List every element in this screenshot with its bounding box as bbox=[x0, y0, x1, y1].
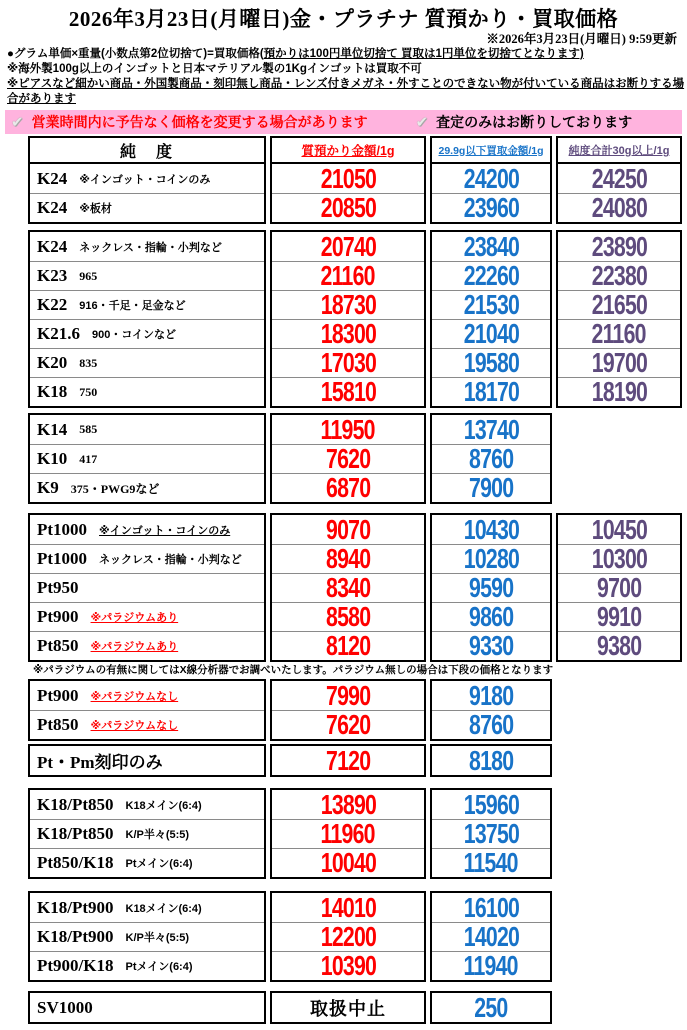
purity-label-cell bbox=[30, 819, 264, 848]
metal-sub-label: ※インゴット・コインのみ bbox=[79, 173, 211, 186]
buy-over30-price-cell bbox=[558, 631, 680, 660]
metal-sub-label: 375・PWG9など bbox=[70, 481, 160, 496]
buy-price: 23840 bbox=[463, 230, 519, 262]
purity-label-cell bbox=[30, 164, 264, 193]
metal-sub-label: 835 bbox=[79, 355, 98, 370]
pawn-column bbox=[270, 891, 426, 982]
purity-column bbox=[556, 513, 682, 662]
pawn-price: 15810 bbox=[320, 376, 376, 407]
pawn-price: 8340 bbox=[325, 572, 371, 603]
buy-price: 15960 bbox=[463, 788, 519, 820]
pawn-column-header: 質預かり金額/1g bbox=[272, 138, 424, 164]
buy-under30-price-cell bbox=[432, 631, 550, 660]
purity-column bbox=[28, 788, 266, 879]
buy-under30-price-cell bbox=[432, 848, 550, 877]
buy-price: 13740 bbox=[463, 413, 519, 445]
pawn-price: 8940 bbox=[325, 543, 371, 574]
check-icon: ✔ bbox=[11, 114, 24, 131]
notice-banner bbox=[5, 110, 682, 134]
price-block bbox=[28, 744, 682, 777]
buy-over30-price-cell bbox=[558, 319, 680, 348]
metal-label: Pt1000 bbox=[37, 519, 88, 539]
buy-under30-price-cell bbox=[432, 415, 550, 444]
purity-label-cell bbox=[30, 573, 264, 602]
buy-column bbox=[430, 679, 552, 741]
pawn-price-cell bbox=[272, 893, 424, 922]
pawn-price-cell bbox=[272, 515, 424, 544]
metal-sub-label: 900・コインなど bbox=[91, 329, 177, 341]
pawn-price-cell bbox=[272, 164, 424, 193]
metal-label: K24 bbox=[37, 168, 68, 188]
metal-label: SV1000 bbox=[37, 997, 93, 1017]
purity-label-cell bbox=[30, 681, 264, 710]
purity-column bbox=[556, 136, 682, 224]
purity-label-cell bbox=[30, 602, 264, 631]
price-block bbox=[28, 679, 682, 741]
metal-sub-label: ※パラジウムなし bbox=[90, 690, 179, 703]
pawn-price: 9070 bbox=[325, 513, 371, 545]
price-block bbox=[28, 991, 682, 1024]
metal-label: Pt・Pm刻印のみ bbox=[37, 753, 163, 772]
pawn-price-cell bbox=[272, 348, 424, 377]
buy-under30-price-cell bbox=[432, 893, 550, 922]
metal-label: K24 bbox=[37, 198, 68, 217]
metal-sub-label: ※板材 bbox=[79, 203, 112, 215]
metal-label: K24 bbox=[37, 236, 68, 256]
buy-column bbox=[430, 991, 552, 1024]
buy-price: 9590 bbox=[468, 572, 514, 603]
price-block bbox=[28, 413, 682, 504]
purity-price: 10450 bbox=[591, 513, 647, 545]
purity-column bbox=[28, 513, 266, 662]
buy-column bbox=[430, 891, 552, 982]
metal-sub-label: K/P半々(5:5) bbox=[125, 932, 190, 944]
metal-sub-label: ※パラジウムなし bbox=[90, 720, 179, 732]
purity-label-cell bbox=[30, 993, 264, 1022]
buy-column bbox=[430, 136, 552, 224]
metal-label: K18 bbox=[37, 382, 68, 401]
pawn-price-cell bbox=[272, 602, 424, 631]
purity-price: 9910 bbox=[596, 601, 642, 632]
metal-sub-label: K/P半々(5:5) bbox=[125, 829, 190, 841]
purity-label-cell bbox=[30, 348, 264, 377]
metal-label: Pt850 bbox=[37, 715, 79, 734]
pawn-price-cell bbox=[272, 951, 424, 980]
buy-price: 9180 bbox=[468, 679, 514, 711]
pawn-price: 18300 bbox=[320, 318, 376, 349]
pawn-price: 7620 bbox=[325, 709, 371, 740]
purity-label-cell bbox=[30, 473, 264, 502]
metal-sub-label: ネックレス・指輪・小判など bbox=[79, 241, 222, 254]
buy-under30-price-cell bbox=[432, 348, 550, 377]
metal-label: K18/Pt900 bbox=[37, 897, 114, 917]
pawn-price-cell bbox=[272, 444, 424, 473]
purity-price: 9380 bbox=[596, 630, 642, 661]
purity-price: 24080 bbox=[591, 192, 647, 223]
buy-price: 11540 bbox=[463, 847, 519, 878]
purity-label-cell bbox=[30, 710, 264, 739]
price-block bbox=[28, 230, 682, 408]
buy-price: 8180 bbox=[468, 744, 514, 776]
buy-over30-price-cell bbox=[558, 193, 680, 222]
purity-label-cell bbox=[30, 444, 264, 473]
pawn-price: 20740 bbox=[320, 230, 376, 262]
buy-over30-price-cell bbox=[558, 602, 680, 631]
pawn-price: 17030 bbox=[320, 347, 376, 378]
pawn-price: 21160 bbox=[320, 260, 376, 291]
purity-price: 24250 bbox=[591, 162, 647, 194]
pawn-price-cell bbox=[272, 319, 424, 348]
buy-over30-price-cell bbox=[558, 261, 680, 290]
price-block bbox=[28, 891, 682, 982]
pawn-price-cell bbox=[272, 746, 424, 775]
buy-under30-price-cell bbox=[432, 951, 550, 980]
note-line-3: ※ピアスなど細かい商品・外国製商品・刻印無し商品・レンズ付きメガネ・外すことのできない物が付いている商品はお断りする場合があります bbox=[7, 78, 685, 105]
pawn-price-cell bbox=[272, 710, 424, 739]
metal-label: Pt850 bbox=[37, 636, 79, 655]
buy-price: 19580 bbox=[463, 347, 519, 378]
buy-over30-price-cell bbox=[558, 515, 680, 544]
header-notes bbox=[0, 47, 687, 107]
buy-under30-price-cell bbox=[432, 602, 550, 631]
purity-column-header: 純度合計30g以上/1g bbox=[558, 138, 680, 164]
purity-label-cell bbox=[30, 515, 264, 544]
buy-over30-price-cell bbox=[558, 290, 680, 319]
pawn-price: 7620 bbox=[325, 443, 371, 474]
metal-sub-label: ネックレス・指輪・小判など bbox=[99, 554, 242, 566]
purity-column bbox=[28, 991, 266, 1024]
purity-column bbox=[556, 230, 682, 408]
metal-sub-label: 750 bbox=[79, 384, 98, 399]
purity-label-cell bbox=[30, 415, 264, 444]
pawn-price-cell bbox=[272, 922, 424, 951]
purity-column-header: 純 度 bbox=[30, 138, 264, 164]
pawn-price: 14010 bbox=[320, 891, 376, 923]
pawn-price-cell bbox=[272, 290, 424, 319]
purity-label-cell bbox=[30, 193, 264, 222]
metal-sub-label: K18メイン(6:4) bbox=[125, 902, 202, 915]
purity-label-cell bbox=[30, 922, 264, 951]
pawn-column bbox=[270, 413, 426, 504]
buy-price: 8760 bbox=[468, 709, 514, 740]
buy-price: 13750 bbox=[463, 818, 519, 849]
metal-label: Pt900/K18 bbox=[37, 956, 114, 975]
buy-column bbox=[430, 513, 552, 662]
purity-column bbox=[28, 136, 266, 224]
buy-under30-price-cell bbox=[432, 746, 550, 775]
buy-price: 16100 bbox=[463, 891, 519, 923]
pawn-price: 13890 bbox=[320, 788, 376, 820]
purity-label-cell bbox=[30, 951, 264, 980]
pawn-price-cell bbox=[272, 790, 424, 819]
metal-label: K10 bbox=[37, 449, 68, 468]
metal-label: K18/Pt850 bbox=[37, 824, 114, 843]
note-line-1 bbox=[7, 47, 687, 62]
metal-sub-label: 916・千足・足金など bbox=[79, 300, 186, 312]
pawn-column bbox=[270, 679, 426, 741]
buy-column bbox=[430, 230, 552, 408]
metal-label: Pt1000 bbox=[37, 549, 88, 568]
buy-price: 10430 bbox=[463, 513, 519, 545]
metal-sub-label: 965 bbox=[79, 268, 98, 283]
note-line-2: ※海外製100g以上のインゴットと日本マテリアル製の1Kgインゴットは買取不可 bbox=[7, 63, 422, 75]
buy-over30-price-cell bbox=[558, 232, 680, 261]
buy-price: 10280 bbox=[463, 543, 519, 574]
buy-under30-price-cell bbox=[432, 261, 550, 290]
buy-price: 21530 bbox=[463, 289, 519, 320]
pawn-price-cell bbox=[272, 473, 424, 502]
purity-price: 21160 bbox=[591, 318, 647, 349]
note1-underlined: 預かりは100円単位切捨て 買取は1円単位を切捨てとなります) bbox=[263, 48, 584, 60]
buy-under30-price-cell bbox=[432, 922, 550, 951]
buy-under30-price-cell bbox=[432, 544, 550, 573]
buy-under30-price-cell bbox=[432, 790, 550, 819]
pawn-price: 6870 bbox=[325, 472, 371, 503]
buy-over30-price-cell bbox=[558, 164, 680, 193]
purity-label-cell bbox=[30, 232, 264, 261]
buy-price: 9860 bbox=[468, 601, 514, 632]
purity-column bbox=[28, 230, 266, 408]
buy-price: 22260 bbox=[463, 260, 519, 291]
buy-price: 7900 bbox=[468, 472, 514, 503]
price-table bbox=[28, 136, 682, 1024]
metal-sub-label: Ptメイン(6:4) bbox=[125, 858, 193, 870]
check-icon: ✔ bbox=[415, 114, 429, 131]
banner-appraisal-notice: 査定のみはお断りしております bbox=[436, 114, 633, 130]
pawn-column bbox=[270, 230, 426, 408]
buy-price: 14020 bbox=[463, 921, 519, 952]
pawn-column bbox=[270, 744, 426, 777]
purity-label-cell bbox=[30, 377, 264, 406]
buy-under30-price-cell bbox=[432, 993, 550, 1022]
buy-price: 18170 bbox=[463, 376, 519, 407]
buy-under30-price-cell bbox=[432, 290, 550, 319]
pawn-price-cell bbox=[272, 377, 424, 406]
purity-label-cell bbox=[30, 746, 264, 775]
price-block bbox=[28, 513, 682, 662]
metal-label: Pt900 bbox=[37, 685, 79, 705]
purity-column bbox=[28, 679, 266, 741]
page-title: 2026年3月23日(月曜日)金・プラチナ 質預かり・買取価格 bbox=[68, 7, 619, 31]
buy-under30-price-cell bbox=[432, 710, 550, 739]
buy-over30-price-cell bbox=[558, 348, 680, 377]
updated-timestamp: ※2026年3月23日(月曜日) 9:59更新 bbox=[486, 32, 677, 46]
buy-price: 250 bbox=[474, 991, 508, 1023]
metal-sub-label: K18メイン(6:4) bbox=[125, 799, 202, 812]
palladium-note: ※パラジウムの有無に関してはX線分析器でお調べいたします。パラジウム無しの場合は下段の価格となります bbox=[33, 664, 554, 676]
buy-price: 11940 bbox=[463, 950, 519, 981]
pawn-price-cell bbox=[272, 261, 424, 290]
purity-label-cell bbox=[30, 790, 264, 819]
pawn-price-cell bbox=[272, 544, 424, 573]
buy-column bbox=[430, 744, 552, 777]
pawn-price: 21050 bbox=[320, 162, 376, 194]
purity-label-cell bbox=[30, 544, 264, 573]
pawn-price: 20850 bbox=[320, 192, 376, 223]
pawn-price-cell bbox=[272, 993, 424, 1022]
metal-label: Pt950 bbox=[37, 578, 79, 597]
buy-price: 24200 bbox=[463, 162, 519, 194]
note1-prefix: ●グラム単価×重量(小数点第2位切捨て)=買取価格( bbox=[7, 48, 264, 60]
purity-label-cell bbox=[30, 848, 264, 877]
buy-column-header: 29.9g以下買取金額/1g bbox=[432, 138, 550, 164]
buy-under30-price-cell bbox=[432, 515, 550, 544]
pawn-price: 10040 bbox=[320, 847, 376, 878]
buy-under30-price-cell bbox=[432, 377, 550, 406]
purity-column bbox=[28, 891, 266, 982]
purity-label-cell bbox=[30, 893, 264, 922]
buy-under30-price-cell bbox=[432, 681, 550, 710]
pawn-price: 12200 bbox=[320, 921, 376, 952]
discontinued-label: 取扱中止 bbox=[310, 998, 386, 1019]
metal-label: K23 bbox=[37, 266, 68, 285]
pawn-price-cell bbox=[272, 232, 424, 261]
buy-over30-price-cell bbox=[558, 377, 680, 406]
metal-label: K14 bbox=[37, 419, 68, 439]
price-block bbox=[28, 136, 682, 224]
pawn-price-cell bbox=[272, 819, 424, 848]
buy-price: 23960 bbox=[463, 192, 519, 223]
pawn-column bbox=[270, 788, 426, 879]
metal-sub-label: 417 bbox=[79, 451, 98, 466]
metal-label: K21.6 bbox=[37, 324, 80, 343]
metal-label: K18/Pt850 bbox=[37, 794, 114, 814]
metal-sub-label: ※パラジウムあり bbox=[90, 612, 179, 624]
banner-price-change-notice: 営業時間内に予告なく価格を変更する場合があります bbox=[31, 114, 368, 130]
pawn-price: 7990 bbox=[325, 679, 371, 711]
purity-price: 19700 bbox=[591, 347, 647, 378]
purity-label-cell bbox=[30, 261, 264, 290]
purity-price: 18190 bbox=[591, 376, 647, 407]
purity-label-cell bbox=[30, 319, 264, 348]
pawn-column bbox=[270, 991, 426, 1024]
metal-label: K22 bbox=[37, 295, 68, 314]
metal-label: K9 bbox=[37, 478, 59, 497]
buy-under30-price-cell bbox=[432, 164, 550, 193]
purity-column bbox=[28, 744, 266, 777]
buy-under30-price-cell bbox=[432, 573, 550, 602]
metal-sub-label: ※パラジウムあり bbox=[90, 641, 179, 653]
pawn-price: 11950 bbox=[320, 413, 376, 445]
pawn-price: 8120 bbox=[325, 630, 371, 661]
purity-price: 9700 bbox=[596, 572, 642, 603]
metal-sub-label: 585 bbox=[79, 422, 98, 436]
purity-price: 21650 bbox=[591, 289, 647, 320]
purity-label-cell bbox=[30, 290, 264, 319]
pawn-price-cell bbox=[272, 681, 424, 710]
pawn-column bbox=[270, 136, 426, 224]
metal-sub-label: Ptメイン(6:4) bbox=[125, 961, 193, 973]
buy-under30-price-cell bbox=[432, 193, 550, 222]
buy-under30-price-cell bbox=[432, 232, 550, 261]
buy-price: 8760 bbox=[468, 443, 514, 474]
purity-price: 23890 bbox=[591, 230, 647, 262]
pawn-column bbox=[270, 513, 426, 662]
price-block bbox=[28, 788, 682, 879]
buy-over30-price-cell bbox=[558, 573, 680, 602]
metal-label: Pt850/K18 bbox=[37, 853, 114, 872]
buy-price: 21040 bbox=[463, 318, 519, 349]
pawn-price-cell bbox=[272, 193, 424, 222]
buy-under30-price-cell bbox=[432, 444, 550, 473]
pawn-price-cell bbox=[272, 631, 424, 660]
pawn-price-cell bbox=[272, 573, 424, 602]
purity-price: 22380 bbox=[591, 260, 647, 291]
purity-column bbox=[28, 413, 266, 504]
pawn-price: 8580 bbox=[325, 601, 371, 632]
pawn-price: 10390 bbox=[320, 950, 376, 981]
metal-label: Pt900 bbox=[37, 607, 79, 626]
pawn-price: 7120 bbox=[325, 744, 371, 776]
metal-sub-label: ※インゴット・コインのみ bbox=[99, 524, 231, 537]
buy-column bbox=[430, 788, 552, 879]
purity-price: 10300 bbox=[591, 543, 647, 574]
buy-price: 9330 bbox=[468, 630, 514, 661]
buy-under30-price-cell bbox=[432, 319, 550, 348]
pawn-price-cell bbox=[272, 415, 424, 444]
pawn-price: 11960 bbox=[320, 818, 376, 849]
metal-label: K18/Pt900 bbox=[37, 927, 114, 946]
purity-label-cell bbox=[30, 631, 264, 660]
pawn-price-cell bbox=[272, 848, 424, 877]
metal-label: K20 bbox=[37, 353, 68, 372]
buy-under30-price-cell bbox=[432, 819, 550, 848]
buy-column bbox=[430, 413, 552, 504]
pawn-price: 18730 bbox=[320, 289, 376, 320]
buy-over30-price-cell bbox=[558, 544, 680, 573]
buy-under30-price-cell bbox=[432, 473, 550, 502]
